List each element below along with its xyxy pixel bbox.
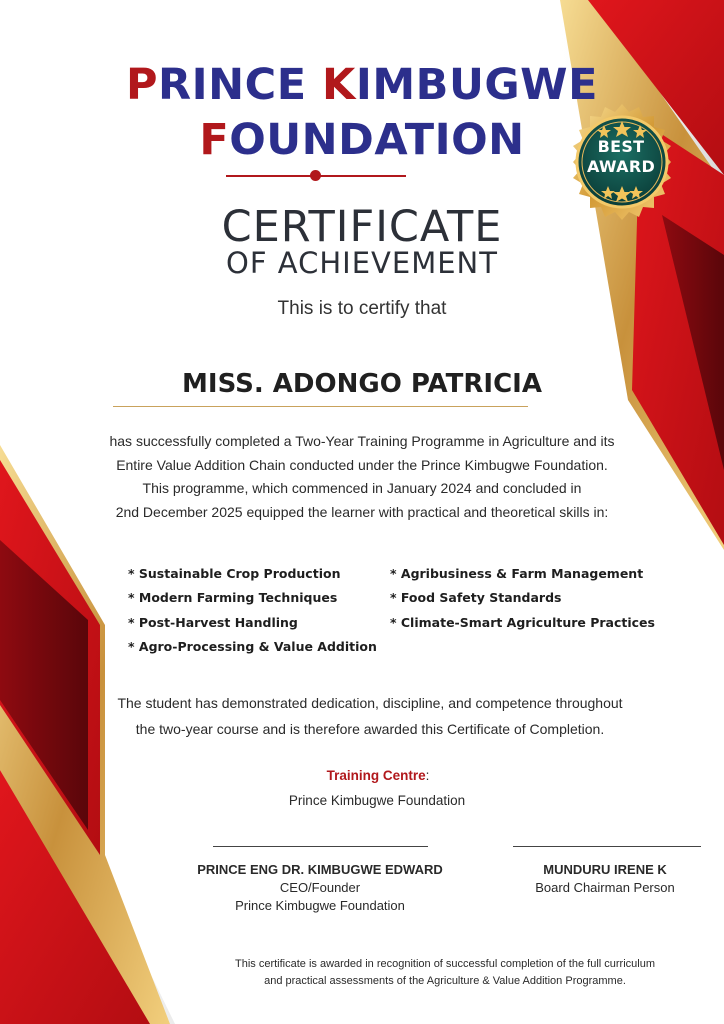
skill-item: * Agribusiness & Farm Management (390, 566, 644, 581)
signatory-ceo (170, 861, 470, 915)
signatory-name: PRINCE ENG DR. KIMBUGWE EDWARD (197, 862, 443, 877)
signatory-organization: Prince Kimbugwe Foundation (235, 898, 405, 913)
training-centre-value: Prince Kimbugwe Foundation (288, 793, 466, 808)
name-underline (113, 406, 528, 407)
skill-item: * Sustainable Crop Production (128, 566, 341, 581)
signatory-title: CEO/Founder (279, 880, 361, 895)
skill-item: * Modern Farming Techniques (128, 590, 338, 606)
badge-label-line1: BEST (597, 137, 645, 156)
badge-label-line2: AWARD (586, 157, 656, 176)
certificate-subtitle: OF ACHIEVEMENT (226, 246, 498, 280)
signature-line-ceo (213, 846, 428, 847)
signatory-chair (490, 861, 720, 897)
signature-line-chair (513, 846, 701, 847)
skills-list-left (128, 562, 377, 660)
footnote-line: and practical assessments of the Agriculture & Value Addition Programme. (264, 975, 626, 987)
skill-item: * Food Safety Standards (390, 590, 562, 606)
certificate-title: CERTIFICATE (221, 202, 503, 252)
closing-paragraph (60, 690, 680, 742)
body-line: has successfully completed a Two-Year Training Programme in Agriculture and its (109, 433, 615, 449)
skill-item: * Post-Harvest Handling (128, 614, 298, 630)
recipient-name: MISS. ADONGO PATRICIA (182, 369, 542, 399)
org-name-line2: FOUNDATION (199, 115, 525, 165)
badge-label (562, 137, 680, 177)
closing-line: The student has demonstrated dedication, discipline, and competence throughout (117, 695, 623, 711)
body-line: 2nd December 2025 equipped the learner with practical and theoretical skills in: (115, 503, 609, 520)
signatory-name: MUNDURU IRENE K (543, 862, 667, 877)
closing-line: the two-year course and is therefore awarded this Certificate of Completion. (135, 721, 605, 737)
skill-item: * Climate-Smart Agriculture Practices (390, 614, 655, 630)
footnote (185, 956, 705, 990)
org-name-line1: PRINCE KIMBUGWE (126, 60, 598, 110)
divider-dot (310, 170, 321, 181)
skill-item: * Agro-Processing & Value Addition (128, 639, 377, 655)
body-line: Entire Value Addition Chain conducted under the Prince Kimbugwe Foundation. (116, 456, 608, 473)
footnote-line: This certificate is awarded in recognition of successful completion of the full curriculum (234, 958, 656, 970)
certify-text: This is to certify that (277, 298, 447, 319)
body-line: This programme, which commenced in January 2024 and concluded in (142, 480, 582, 496)
signatory-title: Board Chairman Person (535, 880, 675, 895)
training-centre-label: Training Centre: (326, 768, 430, 783)
body-paragraph (72, 430, 652, 524)
skills-list-right (390, 562, 655, 635)
